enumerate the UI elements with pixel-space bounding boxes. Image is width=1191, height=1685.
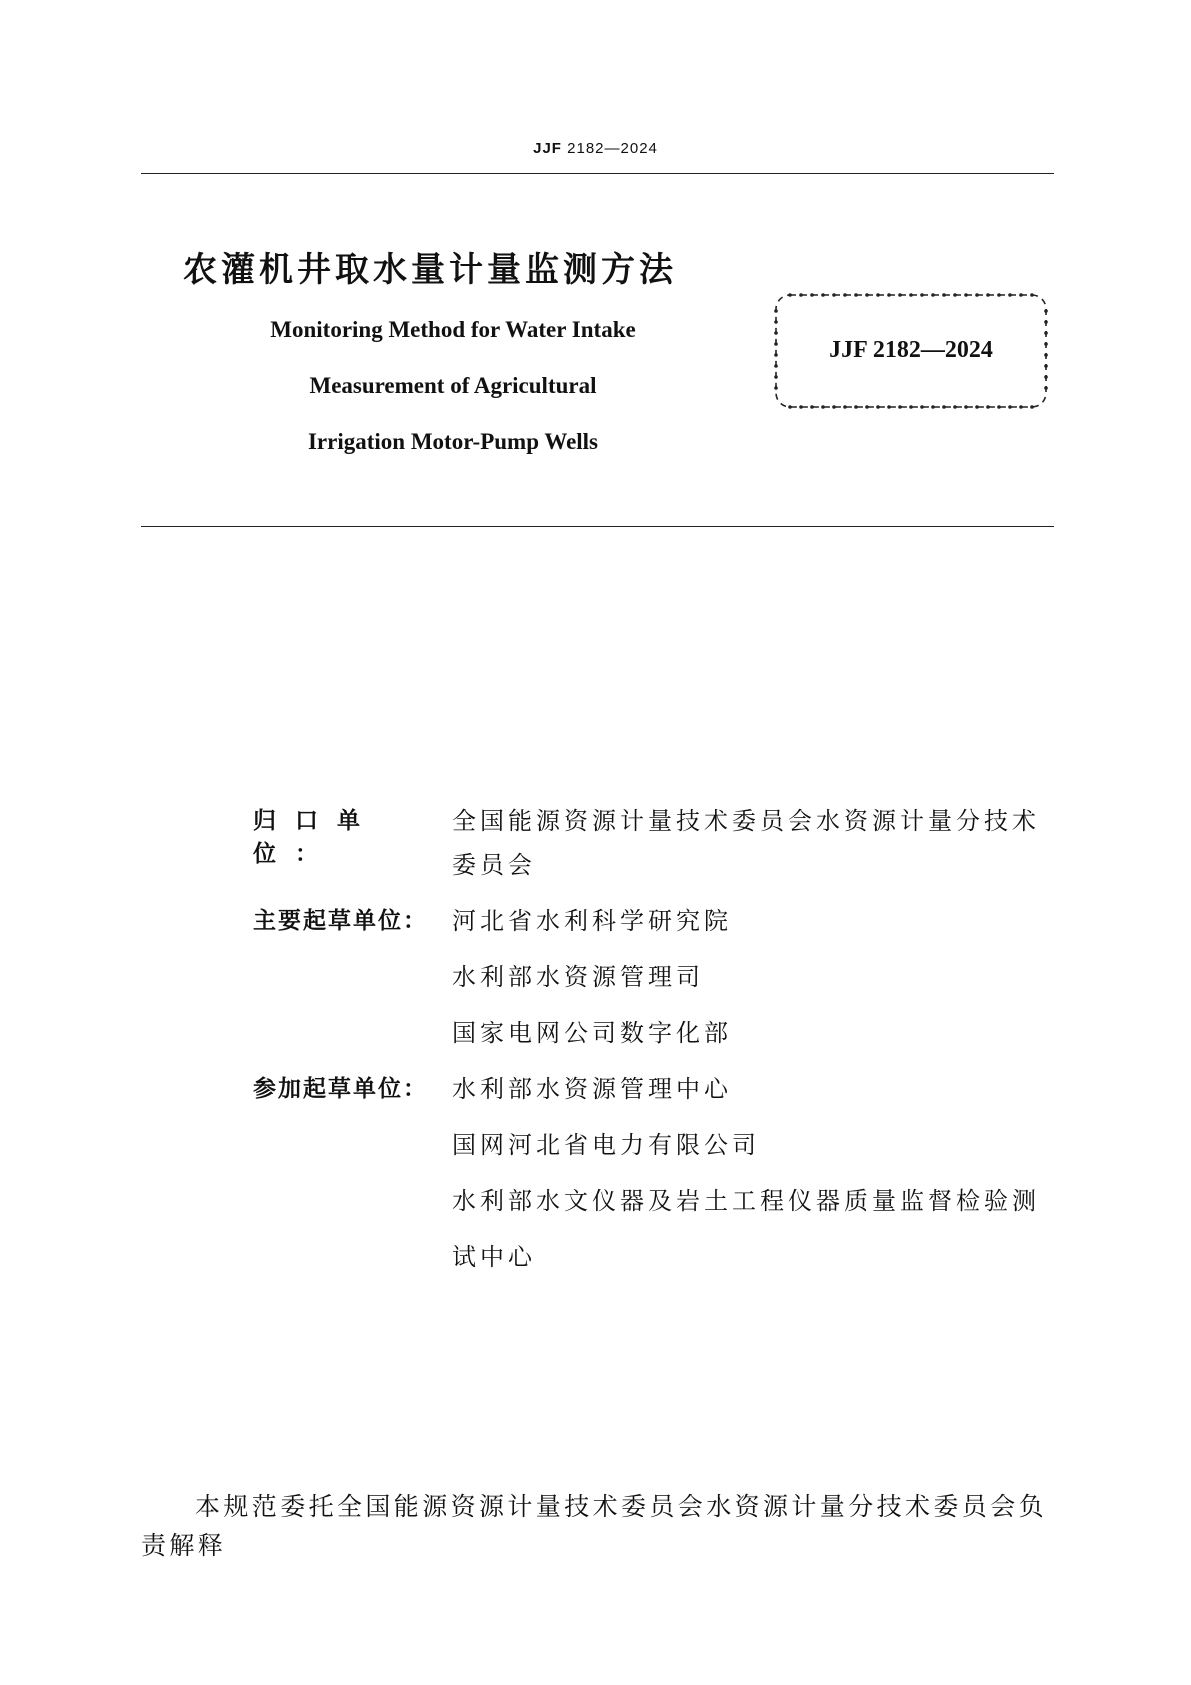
running-header-code <box>0 140 1191 157</box>
label-participating-units: 参加起草单位： <box>253 1076 428 1102</box>
label-responsible-unit: 归口单位： <box>253 808 379 867</box>
title-english-line-1: Monitoring Method for Water Intake <box>270 317 636 342</box>
participating-unit-1: 水利部水资源管理中心 <box>452 1075 732 1103</box>
header-rule <box>141 173 1054 174</box>
title-english-line-3: Irrigation Motor-Pump Wells <box>307 429 599 454</box>
standard-code-box <box>772 291 1050 411</box>
section-rule <box>141 526 1054 527</box>
header-code-prefix: JJF <box>533 140 562 157</box>
main-drafting-unit-3: 国家电网公司数字化部 <box>452 1019 732 1047</box>
responsible-unit-line-2: 委员会 <box>452 851 536 879</box>
responsible-unit-line-1: 全国能源资源计量技术委员会水资源计量分技术 <box>452 807 1040 835</box>
standard-code-text: JJF 2182—2024 <box>829 337 993 363</box>
main-drafting-unit-1: 河北省水利科学研究院 <box>452 907 732 935</box>
main-drafting-unit-2: 水利部水资源管理司 <box>452 963 704 991</box>
header-code-number: 2182—2024 <box>567 140 658 157</box>
title-chinese: 农灌机井取水量计量监测方法 <box>183 250 677 290</box>
participating-unit-3-continued: 试中心 <box>452 1243 536 1271</box>
interpretation-note: 本规范委托全国能源资源计量技术委员会水资源计量分技术委员会负责解释 <box>141 1492 1048 1560</box>
participating-unit-2: 国网河北省电力有限公司 <box>452 1131 760 1159</box>
title-english-line-2: Measurement of Agricultural <box>309 373 597 398</box>
label-main-drafting-units: 主要起草单位： <box>253 908 428 934</box>
participating-unit-3: 水利部水文仪器及岩土工程仪器质量监督检验测 <box>452 1187 1040 1215</box>
